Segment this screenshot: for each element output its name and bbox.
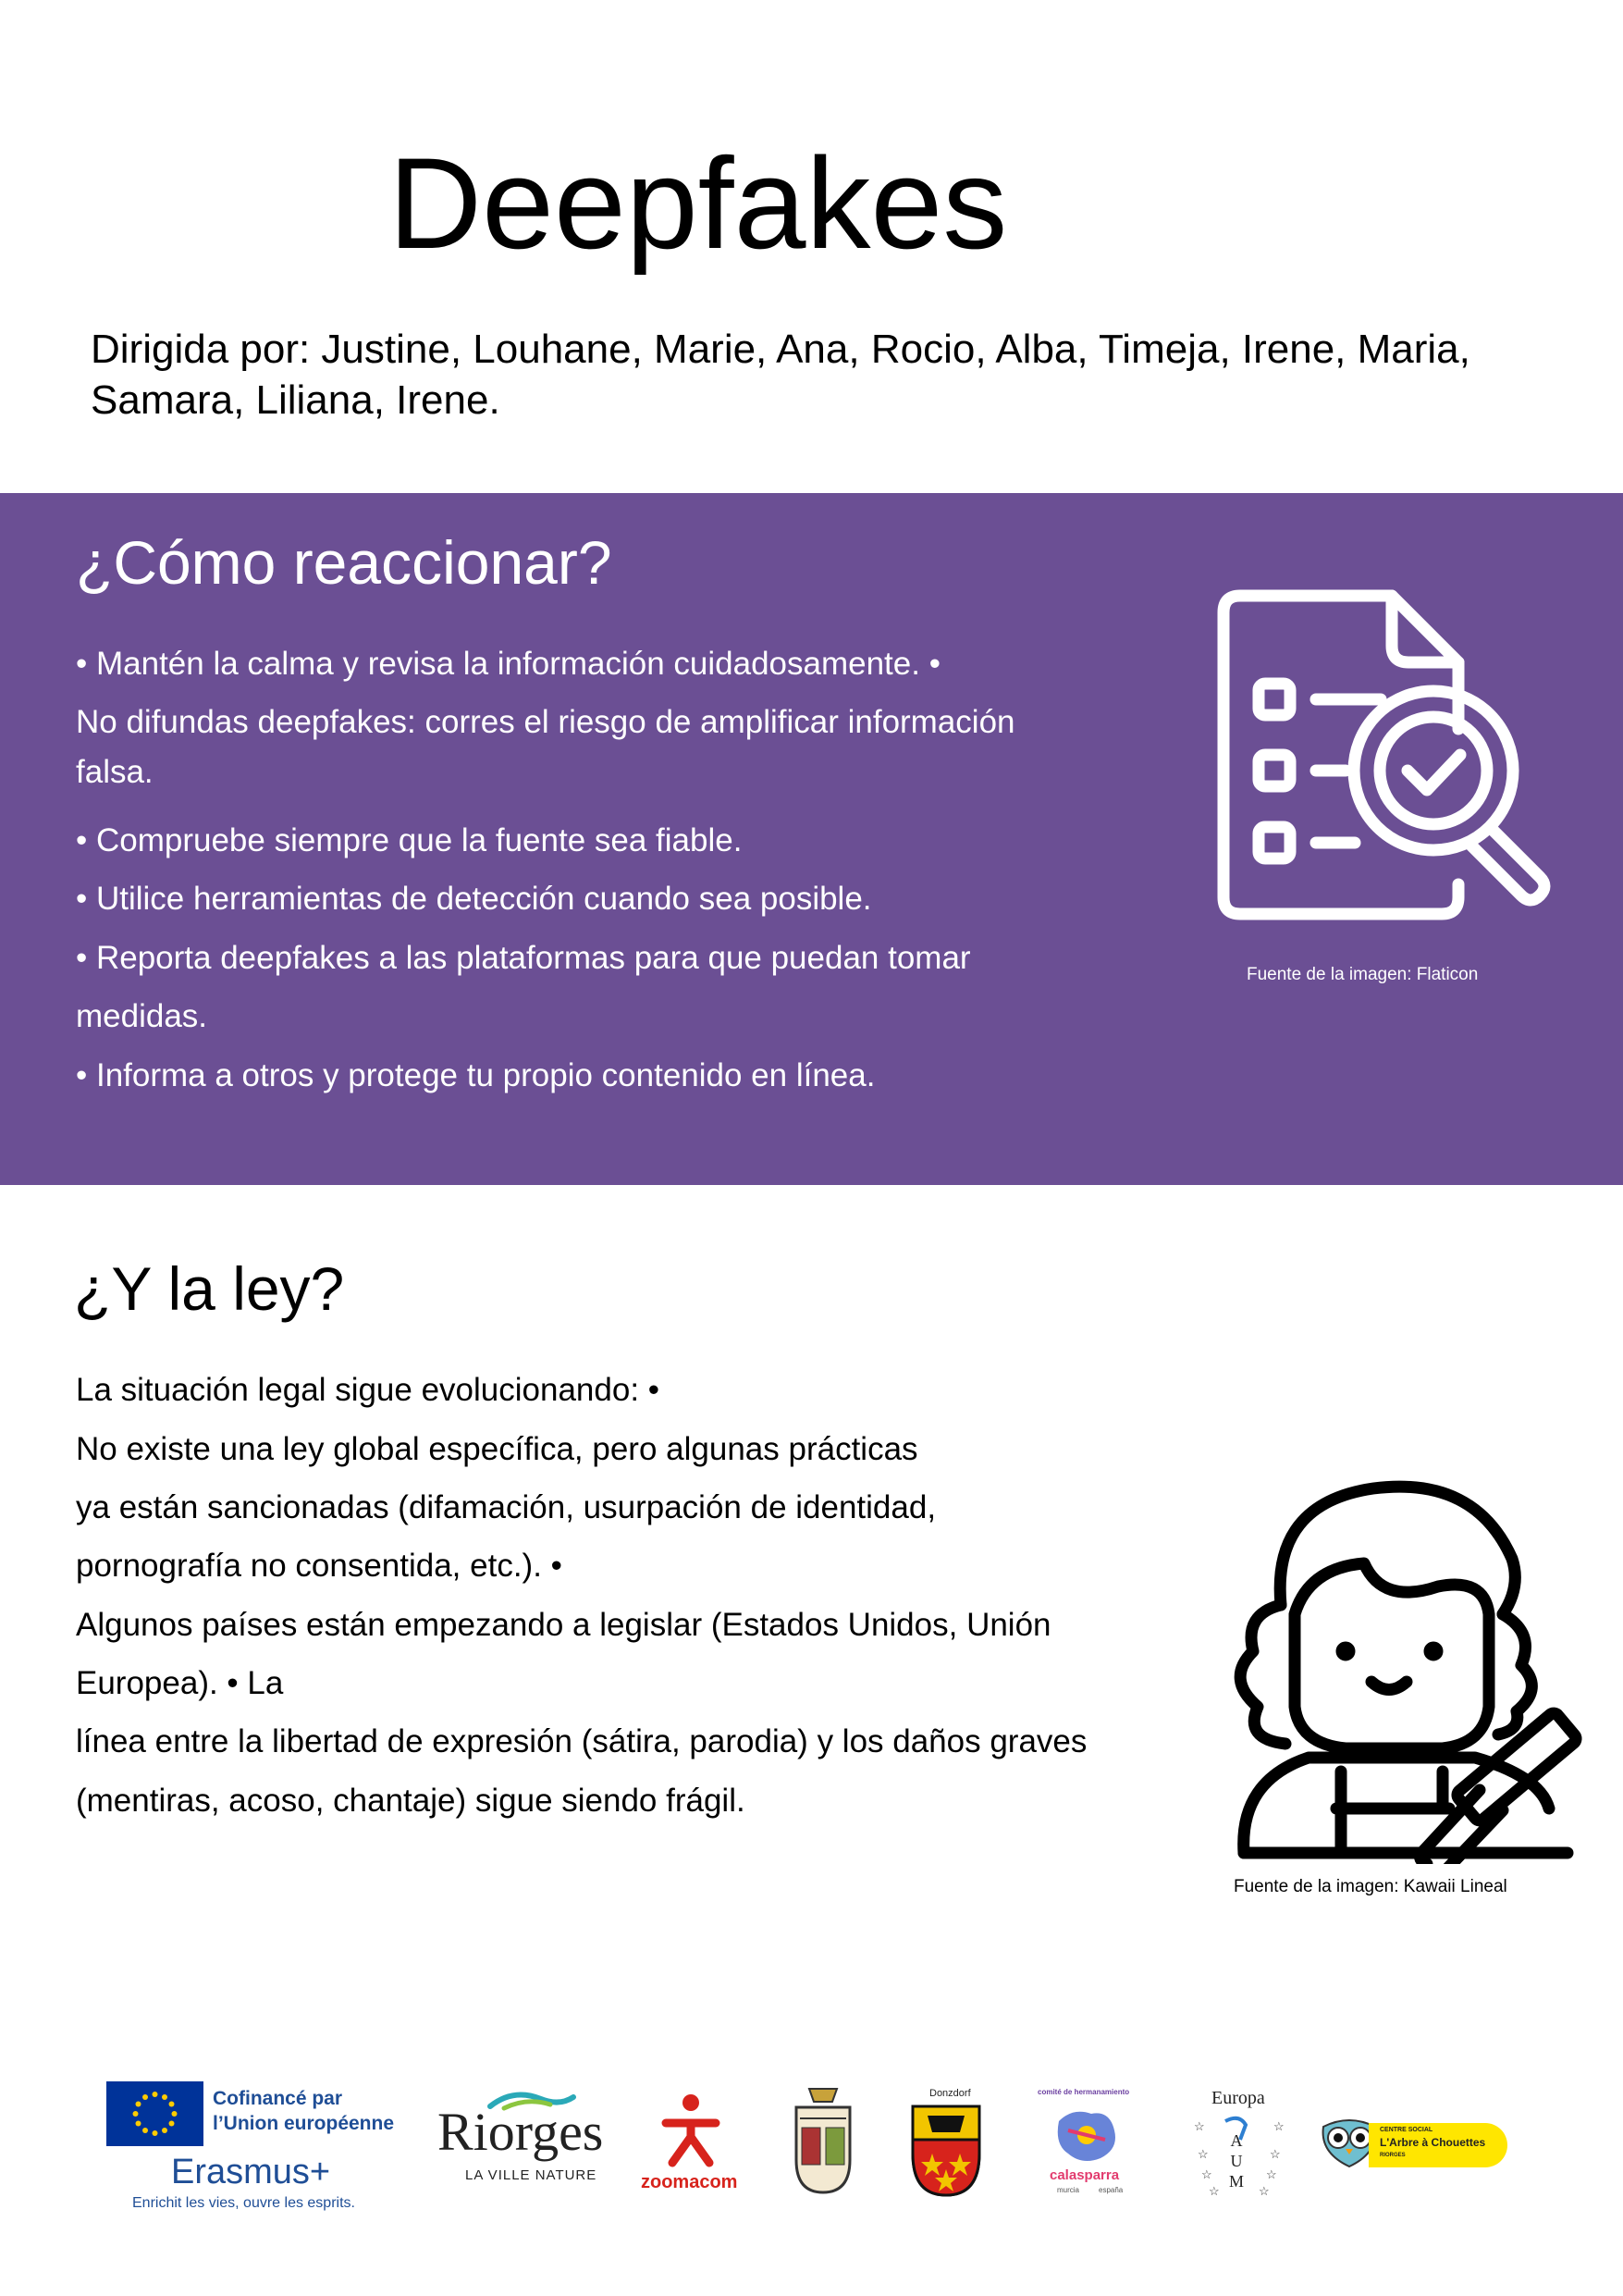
europa-letter-u: U <box>1230 2152 1243 2170</box>
svg-text:☆: ☆ <box>1273 2119 1285 2133</box>
react-line-1: • Mantén la calma y revisa la información cuidadosamente. • <box>76 646 941 682</box>
react-line-7: medidas. <box>76 998 208 1034</box>
judge-icon <box>1207 1475 1595 1864</box>
calasparra-map-icon <box>1050 2103 1124 2167</box>
law-line-5: Algunos países están empezando a legislar (Estados Unidos, Unión <box>76 1607 1051 1643</box>
svg-text:☆: ☆ <box>1198 2147 1209 2161</box>
riorges-logo-text: Riorges <box>437 2102 604 2162</box>
donzdorf-coat-of-arms-icon <box>909 2103 983 2200</box>
calasparra-logo-text: calasparra <box>1050 2167 1120 2183</box>
image-caption-flaticon: Fuente de la imagen: Flaticon <box>1247 965 1479 984</box>
law-line-2: No existe una ley global específica, pero algunas prácticas <box>76 1431 918 1467</box>
eu-cofinance-line2: l’Union européenne <box>213 2113 395 2134</box>
calasparra-sub1: murcia <box>1057 2186 1080 2194</box>
react-line-6: • Reporta deepfakes a las plataformas para que puedan tomar <box>76 940 971 976</box>
directed-by-text: Dirigida por: Justine, Louhane, Marie, Ana, Rocio, Alba, Timeja, Irene, Maria, Samara, Liliana, Irene. <box>91 327 1470 423</box>
image-caption-kawaii: Fuente de la imagen: Kawaii Lineal <box>1234 1877 1507 1896</box>
react-section-title: ¿Cómo reaccionar? <box>76 528 612 597</box>
spanish-town-coat-of-arms-icon <box>791 2081 855 2197</box>
calasparra-sub2: españa <box>1099 2186 1124 2194</box>
eu-stars-icon <box>106 2081 203 2146</box>
svg-text:☆: ☆ <box>1209 2184 1220 2198</box>
svg-text:☆: ☆ <box>1194 2119 1205 2133</box>
riorges-tagline: LA VILLE NATURE <box>465 2167 597 2183</box>
react-line-2: No difundas deepfakes: corres el riesgo de amplificar información <box>76 704 1015 740</box>
donzdorf-label: Donzdorf <box>929 2088 971 2099</box>
partner-logos-strip <box>0 2068 1623 2225</box>
europa-aum-letters <box>1227 2130 1246 2191</box>
zoomacom-figure-icon <box>658 2091 723 2169</box>
europa-letter-m: M <box>1228 2172 1244 2191</box>
law-line-8: (mentiras, acoso, chantaje) sigue siendo frágil. <box>76 1783 745 1819</box>
svg-text:☆: ☆ <box>1201 2167 1212 2181</box>
calasparra-top-label: comité de hermanamiento <box>1038 2088 1130 2096</box>
law-line-6: Europea). • La <box>76 1665 284 1701</box>
svg-text:☆: ☆ <box>1266 2167 1277 2181</box>
law-line-7: línea entre la libertad de expresión (sátira, parodia) y los daños graves <box>76 1723 1088 1759</box>
law-section-title: ¿Y la ley? <box>74 1254 345 1323</box>
eu-flag-logo <box>106 2081 203 2146</box>
arbre-line1: CENTRE SOCIAL <box>1380 2127 1433 2133</box>
law-line-4: pornografía no consentida, etc.). • <box>76 1548 562 1584</box>
arbre-line3: RIORGES <box>1380 2153 1406 2158</box>
europa-label: Europa <box>1211 2088 1265 2108</box>
react-line-3: falsa. <box>76 754 154 790</box>
europa-letter-a: A <box>1230 2131 1243 2150</box>
arbre-line2: L'Arbre à Chouettes <box>1380 2136 1486 2149</box>
react-line-8: • Informa a otros y protege tu propio contenido en línea. <box>76 1057 876 1093</box>
svg-text:☆: ☆ <box>1259 2184 1270 2198</box>
checklist-magnifier-icon <box>1216 588 1558 931</box>
page-title: Deepfakes <box>388 130 1008 276</box>
eu-cofinance-line1: Cofinancé par <box>213 2088 343 2109</box>
erasmus-logo-text: Erasmus+ <box>171 2153 331 2191</box>
law-line-3: ya están sancionadas (difamación, usurpación de identidad, <box>76 1489 937 1525</box>
erasmus-tagline: Enrichit les vies, ouvre les esprits. <box>132 2195 355 2211</box>
react-line-5: • Utilice herramientas de detección cuando sea posible. <box>76 881 872 917</box>
react-line-4: • Compruebe siempre que la fuente sea fiable. <box>76 822 743 858</box>
zoomacom-logo-text: zoomacom <box>641 2172 738 2192</box>
react-section <box>0 493 1623 1185</box>
law-line-1: La situación legal sigue evolucionando: • <box>76 1372 660 1408</box>
svg-text:☆: ☆ <box>1270 2147 1281 2161</box>
